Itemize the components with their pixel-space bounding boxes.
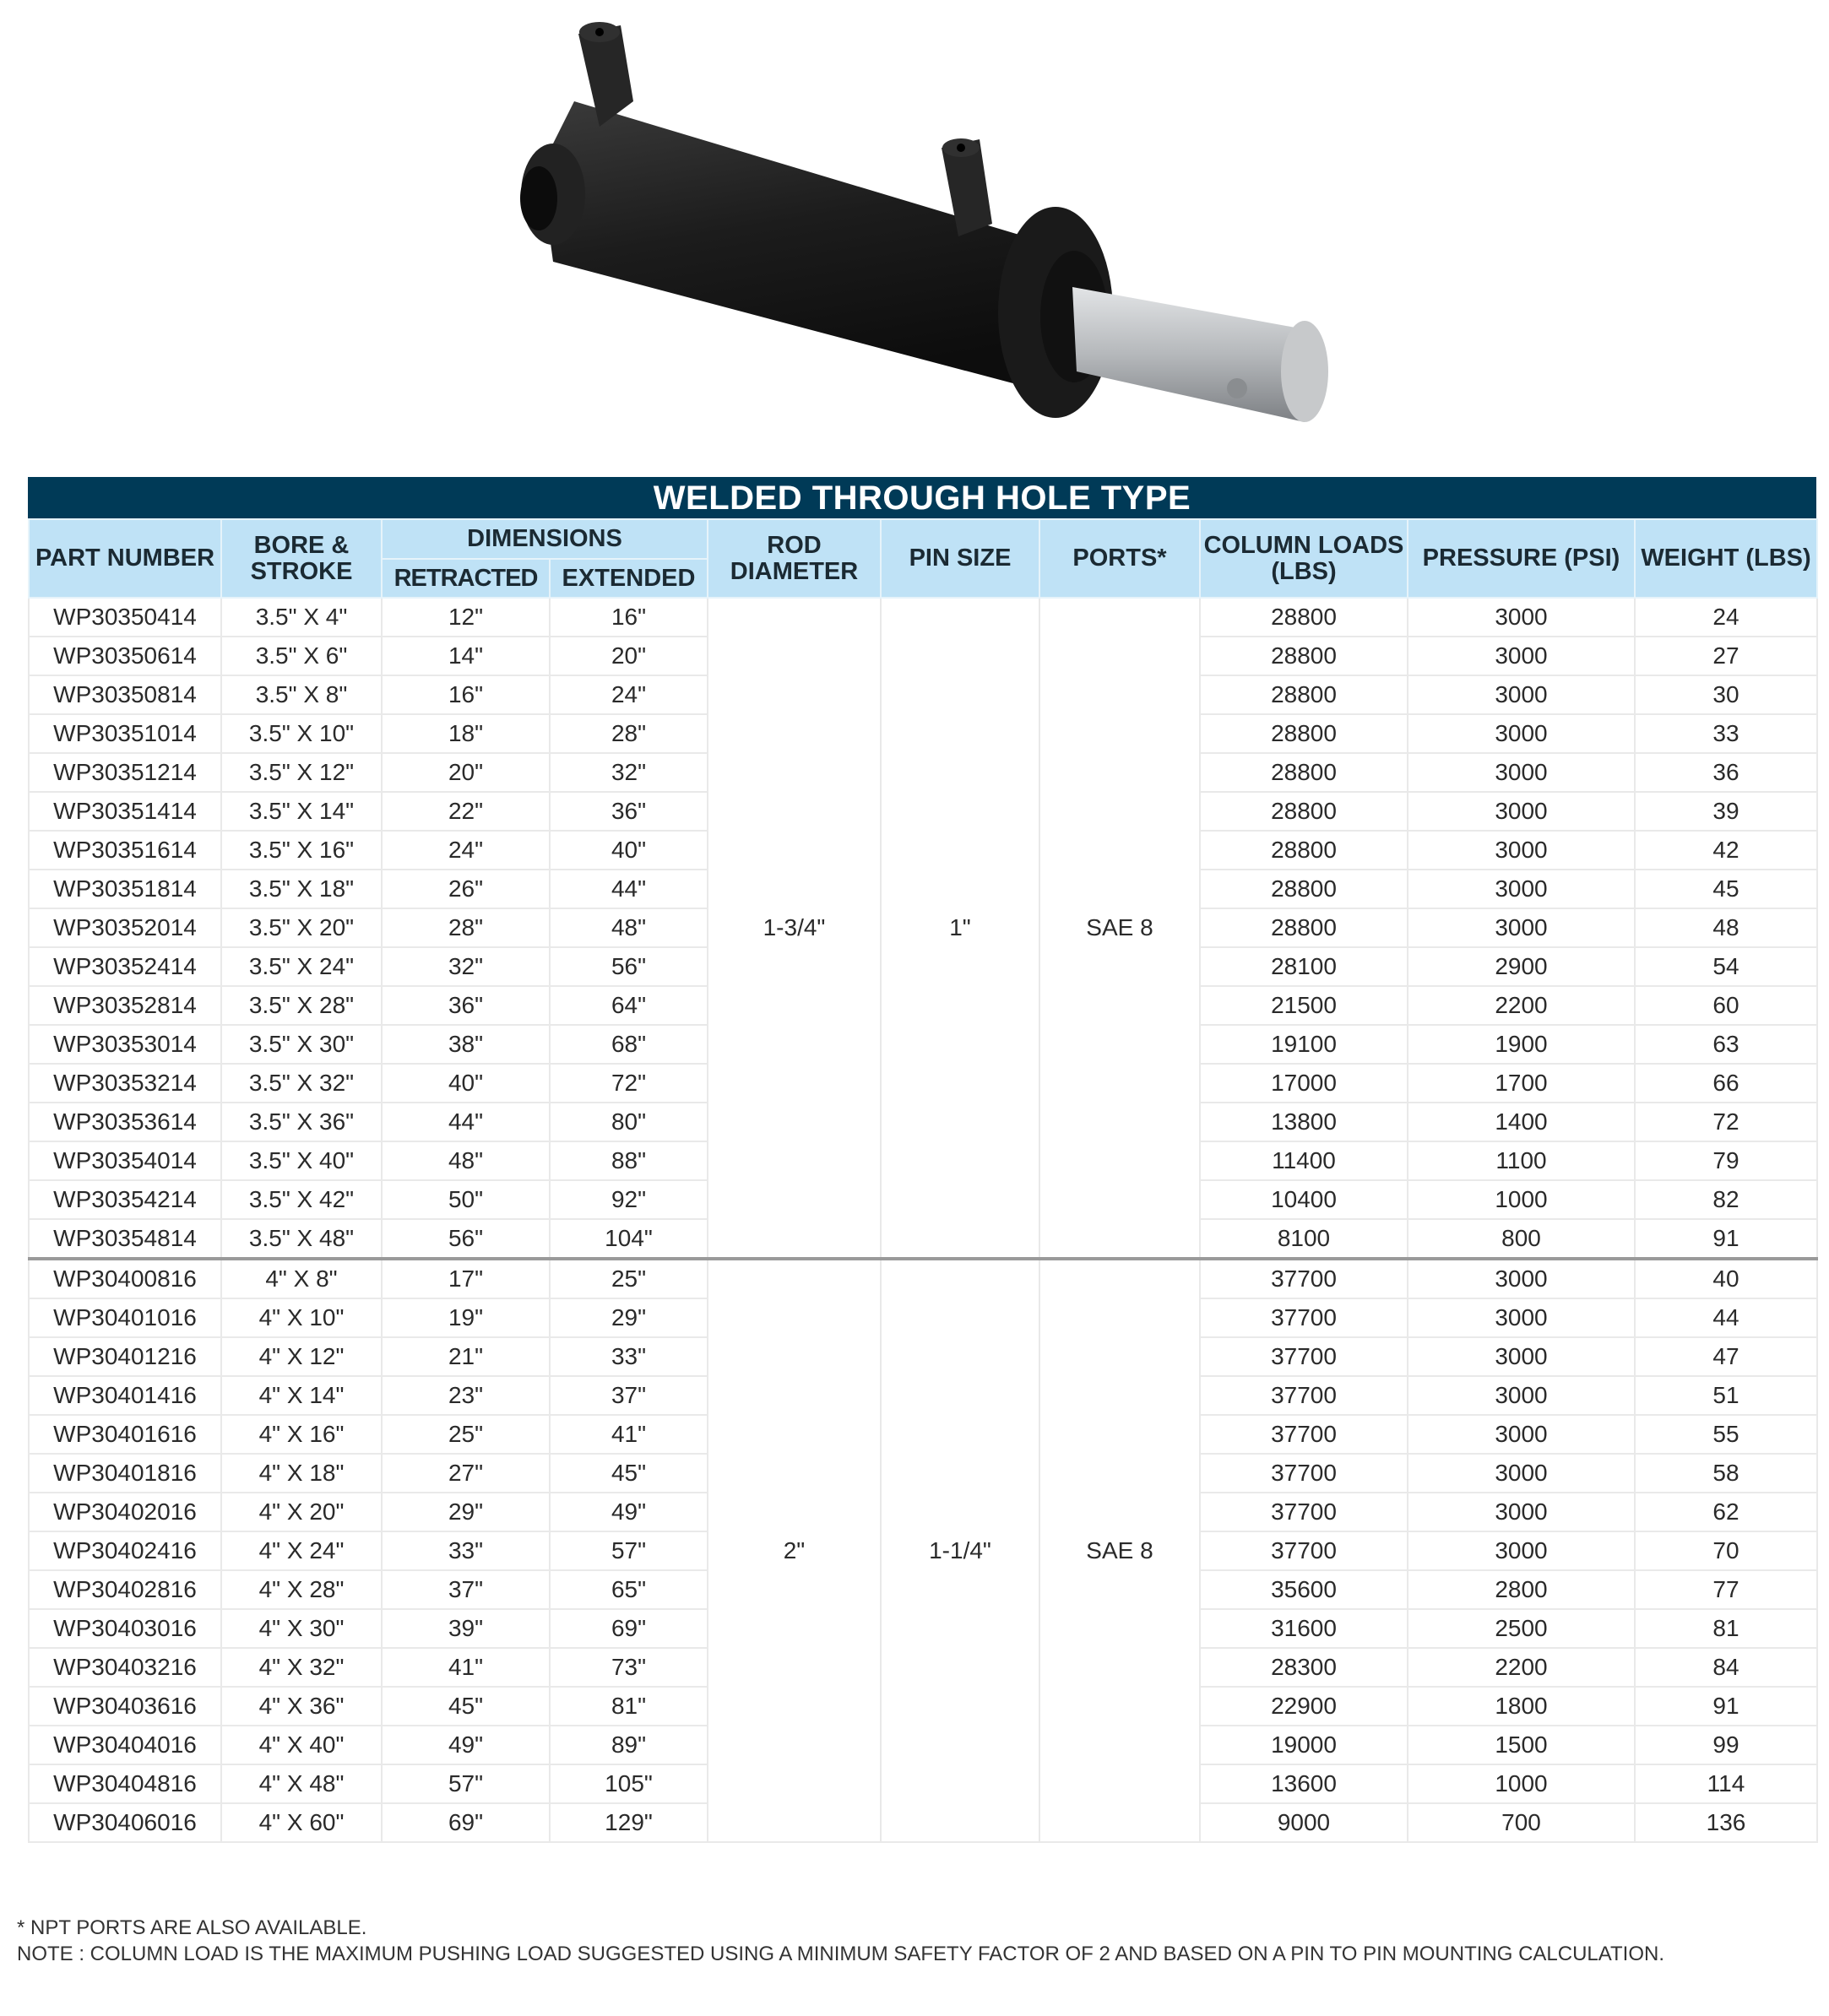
table-body [29, 598, 1817, 1842]
cell-extended: 48" [550, 908, 708, 947]
cell-column-loads: 28100 [1200, 947, 1408, 986]
cell-pressure: 3000 [1408, 1376, 1635, 1415]
cell-column-loads: 35600 [1200, 1570, 1408, 1609]
cell-pressure: 3000 [1408, 1298, 1635, 1337]
cell-bore-stroke: 3.5" X 14" [221, 792, 382, 831]
cell-part-number: WP30401216 [29, 1337, 221, 1376]
cell-extended: 56" [550, 947, 708, 986]
cell-part-number: WP30350814 [29, 675, 221, 714]
cell-bore-stroke: 3.5" X 20" [221, 908, 382, 947]
cell-column-loads: 28800 [1200, 714, 1408, 753]
cell-extended: 92" [550, 1180, 708, 1219]
cell-extended: 45" [550, 1454, 708, 1493]
cell-extended: 40" [550, 831, 708, 870]
cell-part-number: WP30351814 [29, 870, 221, 908]
header-retracted: RETRACTED [382, 559, 550, 598]
cell-weight: 47 [1635, 1337, 1817, 1376]
cell-pressure: 3000 [1408, 598, 1635, 637]
cell-bore-stroke: 3.5" X 28" [221, 986, 382, 1025]
cell-weight: 60 [1635, 986, 1817, 1025]
cell-pressure: 3000 [1408, 792, 1635, 831]
cell-pressure: 2200 [1408, 1648, 1635, 1687]
cell-weight: 40 [1635, 1259, 1817, 1298]
cell-weight: 62 [1635, 1493, 1817, 1531]
cell-column-loads: 13800 [1200, 1103, 1408, 1141]
table-row [29, 1259, 1817, 1298]
cell-bore-stroke: 4" X 18" [221, 1454, 382, 1493]
cell-column-loads: 28800 [1200, 637, 1408, 675]
cell-retracted: 36" [382, 986, 550, 1025]
cell-extended: 105" [550, 1764, 708, 1803]
cell-retracted: 18" [382, 714, 550, 753]
cell-retracted: 50" [382, 1180, 550, 1219]
cell-bore-stroke: 3.5" X 4" [221, 598, 382, 637]
cell-column-loads: 13600 [1200, 1764, 1408, 1803]
header-weight: WEIGHT (LBS) [1635, 519, 1817, 598]
cell-column-loads: 28800 [1200, 870, 1408, 908]
cell-pressure: 3000 [1408, 1531, 1635, 1570]
cell-part-number: WP30350414 [29, 598, 221, 637]
cell-pressure: 2900 [1408, 947, 1635, 986]
cell-part-number: WP30400816 [29, 1259, 221, 1298]
cell-part-number: WP30404016 [29, 1726, 221, 1764]
cell-pressure: 2500 [1408, 1609, 1635, 1648]
cell-pin-size: 1" [881, 598, 1039, 1259]
cell-retracted: 45" [382, 1687, 550, 1726]
cell-bore-stroke: 4" X 20" [221, 1493, 382, 1531]
cell-extended: 16" [550, 598, 708, 637]
cell-extended: 64" [550, 986, 708, 1025]
cell-extended: 20" [550, 637, 708, 675]
cell-weight: 77 [1635, 1570, 1817, 1609]
cell-pressure: 3000 [1408, 1415, 1635, 1454]
cell-bore-stroke: 4" X 36" [221, 1687, 382, 1726]
cell-pressure: 1900 [1408, 1025, 1635, 1064]
cell-extended: 25" [550, 1259, 708, 1298]
cell-bore-stroke: 3.5" X 36" [221, 1103, 382, 1141]
cell-weight: 66 [1635, 1064, 1817, 1103]
cell-part-number: WP30350614 [29, 637, 221, 675]
cell-weight: 51 [1635, 1376, 1817, 1415]
cell-bore-stroke: 4" X 12" [221, 1337, 382, 1376]
cell-part-number: WP30353014 [29, 1025, 221, 1064]
cell-part-number: WP30402416 [29, 1531, 221, 1570]
cell-pressure: 3000 [1408, 1493, 1635, 1531]
cell-extended: 68" [550, 1025, 708, 1064]
cell-part-number: WP30353614 [29, 1103, 221, 1141]
cell-column-loads: 11400 [1200, 1141, 1408, 1180]
cell-weight: 79 [1635, 1141, 1817, 1180]
cell-extended: 88" [550, 1141, 708, 1180]
cell-pressure: 2800 [1408, 1570, 1635, 1609]
cell-rod-diameter: 2" [708, 1259, 881, 1842]
cell-retracted: 44" [382, 1103, 550, 1141]
cell-extended: 29" [550, 1298, 708, 1337]
cell-weight: 70 [1635, 1531, 1817, 1570]
cell-column-loads: 37700 [1200, 1259, 1408, 1298]
ports-footnote: * NPT PORTS ARE ALSO AVAILABLE. [17, 1916, 367, 1939]
cell-retracted: 29" [382, 1493, 550, 1531]
footnotes [17, 1915, 1706, 1967]
cell-pressure: 700 [1408, 1803, 1635, 1842]
cell-retracted: 25" [382, 1415, 550, 1454]
cell-retracted: 33" [382, 1531, 550, 1570]
cell-weight: 82 [1635, 1180, 1817, 1219]
column-load-footnote: NOTE : COLUMN LOAD IS THE MAXIMUM PUSHING LOAD SUGGESTED USING A MINIMUM SAFETY FACTOR OF 2 AND BASED ON A PIN TO PIN MOUNTING CALCULATION. [17, 1943, 1664, 1965]
cell-bore-stroke: 3.5" X 10" [221, 714, 382, 753]
cell-pressure: 3000 [1408, 1259, 1635, 1298]
cell-weight: 99 [1635, 1726, 1817, 1764]
cell-bore-stroke: 4" X 16" [221, 1415, 382, 1454]
cell-bore-stroke: 3.5" X 12" [221, 753, 382, 792]
cell-extended: 81" [550, 1687, 708, 1726]
cell-retracted: 37" [382, 1570, 550, 1609]
cell-weight: 72 [1635, 1103, 1817, 1141]
cell-extended: 37" [550, 1376, 708, 1415]
cell-weight: 63 [1635, 1025, 1817, 1064]
cell-column-loads: 28800 [1200, 792, 1408, 831]
cell-column-loads: 19000 [1200, 1726, 1408, 1764]
cell-weight: 36 [1635, 753, 1817, 792]
cell-bore-stroke: 3.5" X 32" [221, 1064, 382, 1103]
cell-weight: 39 [1635, 792, 1817, 831]
cell-pressure: 3000 [1408, 831, 1635, 870]
cell-retracted: 27" [382, 1454, 550, 1493]
cell-extended: 41" [550, 1415, 708, 1454]
cell-retracted: 24" [382, 831, 550, 870]
cell-column-loads: 37700 [1200, 1493, 1408, 1531]
cell-weight: 24 [1635, 598, 1817, 637]
cell-extended: 32" [550, 753, 708, 792]
cell-retracted: 26" [382, 870, 550, 908]
cell-column-loads: 37700 [1200, 1337, 1408, 1376]
cell-retracted: 40" [382, 1064, 550, 1103]
cell-part-number: WP30401616 [29, 1415, 221, 1454]
cell-retracted: 39" [382, 1609, 550, 1648]
cell-column-loads: 8100 [1200, 1219, 1408, 1259]
cell-column-loads: 28800 [1200, 598, 1408, 637]
cell-pressure: 1000 [1408, 1764, 1635, 1803]
cell-retracted: 49" [382, 1726, 550, 1764]
cell-extended: 129" [550, 1803, 708, 1842]
cell-weight: 58 [1635, 1454, 1817, 1493]
header-dimensions: DIMENSIONS [382, 519, 708, 559]
cell-part-number: WP30402016 [29, 1493, 221, 1531]
cell-retracted: 20" [382, 753, 550, 792]
cell-column-loads: 28800 [1200, 753, 1408, 792]
cell-pressure: 3000 [1408, 870, 1635, 908]
cell-weight: 91 [1635, 1687, 1817, 1726]
cell-bore-stroke: 4" X 24" [221, 1531, 382, 1570]
cell-retracted: 69" [382, 1803, 550, 1842]
cell-part-number: WP30351014 [29, 714, 221, 753]
cell-rod-diameter: 1-3/4" [708, 598, 881, 1259]
header-extended: EXTENDED [550, 559, 708, 598]
cell-retracted: 17" [382, 1259, 550, 1298]
cell-bore-stroke: 4" X 10" [221, 1298, 382, 1337]
cell-weight: 44 [1635, 1298, 1817, 1337]
cell-part-number: WP30354814 [29, 1219, 221, 1259]
cell-pressure: 1700 [1408, 1064, 1635, 1103]
cell-extended: 69" [550, 1609, 708, 1648]
cell-retracted: 19" [382, 1298, 550, 1337]
cell-column-loads: 21500 [1200, 986, 1408, 1025]
cell-extended: 28" [550, 714, 708, 753]
cell-pressure: 3000 [1408, 908, 1635, 947]
cell-column-loads: 31600 [1200, 1609, 1408, 1648]
cell-pressure: 3000 [1408, 714, 1635, 753]
cell-ports: SAE 8 [1039, 1259, 1200, 1842]
cell-extended: 72" [550, 1064, 708, 1103]
cell-weight: 48 [1635, 908, 1817, 947]
cell-bore-stroke: 3.5" X 6" [221, 637, 382, 675]
cell-bore-stroke: 4" X 32" [221, 1648, 382, 1687]
cell-column-loads: 37700 [1200, 1454, 1408, 1493]
cell-bore-stroke: 3.5" X 30" [221, 1025, 382, 1064]
cell-part-number: WP30352814 [29, 986, 221, 1025]
cell-weight: 84 [1635, 1648, 1817, 1687]
cell-pin-size: 1-1/4" [881, 1259, 1039, 1842]
cell-retracted: 16" [382, 675, 550, 714]
cell-column-loads: 22900 [1200, 1687, 1408, 1726]
cell-retracted: 12" [382, 598, 550, 637]
cell-extended: 104" [550, 1219, 708, 1259]
cell-ports: SAE 8 [1039, 598, 1200, 1259]
cell-weight: 91 [1635, 1219, 1817, 1259]
header-pin-size: PIN SIZE [881, 519, 1039, 598]
cell-retracted: 28" [382, 908, 550, 947]
cell-weight: 55 [1635, 1415, 1817, 1454]
cylinder-spec-table [28, 477, 1816, 1843]
cell-column-loads: 19100 [1200, 1025, 1408, 1064]
cell-column-loads: 28800 [1200, 675, 1408, 714]
cell-weight: 30 [1635, 675, 1817, 714]
cell-retracted: 41" [382, 1648, 550, 1687]
cell-weight: 54 [1635, 947, 1817, 986]
cell-weight: 42 [1635, 831, 1817, 870]
table-title: WELDED THROUGH HOLE TYPE [28, 477, 1816, 518]
cell-extended: 33" [550, 1337, 708, 1376]
cell-part-number: WP30401416 [29, 1376, 221, 1415]
cell-pressure: 1800 [1408, 1687, 1635, 1726]
cell-pressure: 1000 [1408, 1180, 1635, 1219]
cell-part-number: WP30401016 [29, 1298, 221, 1337]
cell-weight: 33 [1635, 714, 1817, 753]
cell-column-loads: 37700 [1200, 1298, 1408, 1337]
cell-extended: 89" [550, 1726, 708, 1764]
cell-column-loads: 28300 [1200, 1648, 1408, 1687]
cell-column-loads: 28800 [1200, 908, 1408, 947]
cell-part-number: WP30403616 [29, 1687, 221, 1726]
cell-column-loads: 9000 [1200, 1803, 1408, 1842]
cell-bore-stroke: 4" X 14" [221, 1376, 382, 1415]
cell-part-number: WP30403216 [29, 1648, 221, 1687]
cell-bore-stroke: 4" X 30" [221, 1609, 382, 1648]
cell-pressure: 1500 [1408, 1726, 1635, 1764]
header-rod-diameter: ROD DIAMETER [708, 519, 881, 598]
cell-bore-stroke: 4" X 60" [221, 1803, 382, 1842]
cell-column-loads: 37700 [1200, 1531, 1408, 1570]
cell-column-loads: 28800 [1200, 831, 1408, 870]
cell-retracted: 23" [382, 1376, 550, 1415]
cell-part-number: WP30406016 [29, 1803, 221, 1842]
cell-bore-stroke: 3.5" X 40" [221, 1141, 382, 1180]
cell-retracted: 48" [382, 1141, 550, 1180]
cell-part-number: WP30351614 [29, 831, 221, 870]
cell-retracted: 32" [382, 947, 550, 986]
cell-bore-stroke: 4" X 8" [221, 1259, 382, 1298]
cell-part-number: WP30354214 [29, 1180, 221, 1219]
cell-column-loads: 37700 [1200, 1376, 1408, 1415]
cell-part-number: WP30404816 [29, 1764, 221, 1803]
hydraulic-cylinder-image [473, 8, 1368, 422]
cell-extended: 24" [550, 675, 708, 714]
cell-weight: 45 [1635, 870, 1817, 908]
cell-bore-stroke: 3.5" X 24" [221, 947, 382, 986]
cell-part-number: WP30401816 [29, 1454, 221, 1493]
cell-extended: 49" [550, 1493, 708, 1531]
cell-part-number: WP30353214 [29, 1064, 221, 1103]
cell-part-number: WP30351414 [29, 792, 221, 831]
table-row [29, 598, 1817, 637]
header-column-loads: COLUMN LOADS (LBS) [1200, 519, 1408, 598]
cell-bore-stroke: 4" X 40" [221, 1726, 382, 1764]
cell-weight: 114 [1635, 1764, 1817, 1803]
cell-bore-stroke: 3.5" X 18" [221, 870, 382, 908]
header-part-number: PART NUMBER [29, 519, 221, 598]
cell-part-number: WP30352014 [29, 908, 221, 947]
cell-retracted: 38" [382, 1025, 550, 1064]
cell-column-loads: 37700 [1200, 1415, 1408, 1454]
cell-bore-stroke: 3.5" X 48" [221, 1219, 382, 1259]
cell-part-number: WP30354014 [29, 1141, 221, 1180]
header-bore-stroke: BORE & STROKE [221, 519, 382, 598]
cell-extended: 73" [550, 1648, 708, 1687]
cell-part-number: WP30351214 [29, 753, 221, 792]
cell-pressure: 1100 [1408, 1141, 1635, 1180]
cell-weight: 27 [1635, 637, 1817, 675]
cell-retracted: 14" [382, 637, 550, 675]
cell-bore-stroke: 4" X 28" [221, 1570, 382, 1609]
cell-pressure: 3000 [1408, 1337, 1635, 1376]
cell-bore-stroke: 3.5" X 8" [221, 675, 382, 714]
cell-bore-stroke: 3.5" X 42" [221, 1180, 382, 1219]
cell-bore-stroke: 3.5" X 16" [221, 831, 382, 870]
cell-column-loads: 10400 [1200, 1180, 1408, 1219]
cell-part-number: WP30402816 [29, 1570, 221, 1609]
header-pressure: PRESSURE (PSI) [1408, 519, 1635, 598]
cell-retracted: 21" [382, 1337, 550, 1376]
cell-bore-stroke: 4" X 48" [221, 1764, 382, 1803]
cell-retracted: 56" [382, 1219, 550, 1259]
cell-extended: 80" [550, 1103, 708, 1141]
cell-retracted: 57" [382, 1764, 550, 1803]
cell-pressure: 3000 [1408, 753, 1635, 792]
header-ports: PORTS* [1039, 519, 1200, 598]
cell-retracted: 22" [382, 792, 550, 831]
cell-pressure: 1400 [1408, 1103, 1635, 1141]
cell-extended: 57" [550, 1531, 708, 1570]
cell-part-number: WP30403016 [29, 1609, 221, 1648]
cell-part-number: WP30352414 [29, 947, 221, 986]
cell-pressure: 3000 [1408, 637, 1635, 675]
cell-extended: 36" [550, 792, 708, 831]
cell-extended: 65" [550, 1570, 708, 1609]
cell-weight: 81 [1635, 1609, 1817, 1648]
cell-pressure: 3000 [1408, 1454, 1635, 1493]
cell-weight: 136 [1635, 1803, 1817, 1842]
cell-column-loads: 17000 [1200, 1064, 1408, 1103]
cell-pressure: 2200 [1408, 986, 1635, 1025]
cell-pressure: 3000 [1408, 675, 1635, 714]
cell-extended: 44" [550, 870, 708, 908]
cell-pressure: 800 [1408, 1219, 1635, 1259]
